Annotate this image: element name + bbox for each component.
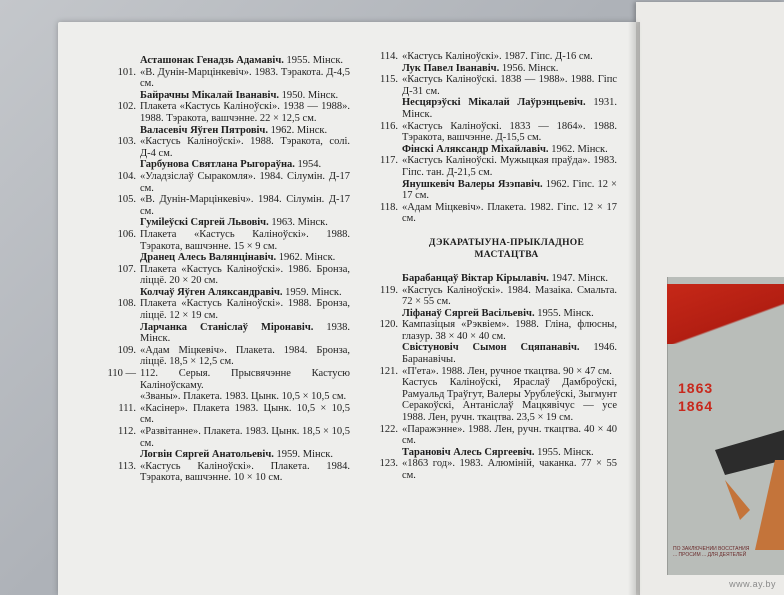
artist-name: Асташонак Генадзь Адамавіч. bbox=[140, 55, 284, 66]
catalog-entries-sculpture bbox=[362, 51, 617, 225]
catalog-entry bbox=[100, 403, 350, 426]
catalog-entry bbox=[362, 319, 617, 342]
artist-name: Свістуновіч Сымон Сцяпанавіч. bbox=[402, 342, 580, 354]
entry-detail: 1955. Мінск. bbox=[283, 55, 344, 66]
entry-detail: «Кастусь Каліноўскі». 1984. Мазаіка. Смальта. 72 × 55 см. bbox=[402, 284, 617, 308]
entry-number: 111. bbox=[118, 402, 136, 414]
entry-number: 119. bbox=[380, 284, 398, 296]
entry-detail: «Паражэнне». 1988. Лен, ручн. ткацтва. 40 × 40 см. bbox=[402, 423, 617, 447]
catalog-artist-line bbox=[362, 273, 617, 285]
entry-detail: 1959. Мінск. bbox=[273, 449, 334, 461]
entry-number: 108. bbox=[117, 298, 136, 310]
entry-detail: Плакета «Кастусь Каліноўскі». 1938 — 1988». 1988. Тэракота, вашчэнне. 22 × 12,5 см. bbox=[140, 101, 350, 124]
catalog-entry bbox=[100, 264, 350, 287]
artist-name: Барабанцаў Віктар Кірылавіч. bbox=[402, 272, 549, 284]
artwork-shapes bbox=[715, 420, 784, 550]
entry-detail: 112. Серыя. Прысвячэнне Кастусю Каліноўскаму. bbox=[140, 368, 350, 391]
artist-name: Тарановіч Алесь Сяргеевіч. bbox=[402, 446, 535, 458]
catalog-entry bbox=[362, 366, 617, 378]
entry-detail: 1950. Мінск. bbox=[279, 89, 339, 101]
artist-name: Несцярэўскі Мікалай Лаўрэнцьевіч. bbox=[402, 97, 586, 109]
artist-name: Колчаў Яўген Аляксандравіч. bbox=[140, 286, 283, 298]
entry-text bbox=[402, 458, 617, 481]
entry-text bbox=[140, 67, 350, 90]
entry-detail: «Кастусь Каліноўскі. 1838 — 1988». 1988. Гіпс Д-31 см. bbox=[402, 74, 617, 97]
entry-number: 118. bbox=[380, 201, 398, 213]
entry-number: 123. bbox=[379, 458, 398, 470]
catalog-entry bbox=[100, 345, 350, 368]
entry-detail: «1863 год». 1983. Алюміній, чаканка. 77 × 55 см. bbox=[402, 458, 617, 481]
watermark: www.ay.by bbox=[729, 579, 776, 589]
artist-name: Валасевіч Яўген Пятровіч. bbox=[140, 124, 268, 136]
entry-detail: «П'ета». 1988. Лен, ручное ткацтва. 90 × 47 см. bbox=[402, 365, 612, 377]
artist-name: Логвін Сяргей Анатольевіч. bbox=[140, 449, 274, 461]
catalog-artist-line bbox=[362, 308, 617, 320]
entry-detail: 1959. Мінск. bbox=[282, 286, 342, 298]
catalog-artist-line bbox=[100, 159, 350, 171]
artwork-year-1864: 1864 bbox=[678, 398, 714, 414]
catalog-entry bbox=[100, 194, 350, 217]
artist-name: Ліфанаў Сяргей Васільевіч. bbox=[402, 307, 535, 319]
entry-text bbox=[140, 171, 350, 194]
entry-text bbox=[140, 101, 350, 124]
entry-number: 120. bbox=[379, 319, 398, 331]
catalog-artist-line bbox=[362, 97, 617, 120]
catalog-entry bbox=[100, 229, 350, 252]
entry-number: 103. bbox=[117, 136, 136, 148]
entry-text bbox=[140, 229, 350, 252]
entry-detail: 1931. Мінск. bbox=[402, 97, 618, 120]
catalog-entry bbox=[362, 424, 617, 447]
entry-text bbox=[140, 194, 350, 217]
entry-detail: 1954. bbox=[294, 159, 322, 171]
entry-number: 115. bbox=[380, 74, 398, 86]
entry-number: 114. bbox=[380, 51, 398, 62]
catalog-entry bbox=[100, 461, 350, 484]
entry-detail: 1955. Мінск. bbox=[534, 307, 594, 319]
entry-detail: «Кастусь Каліноўскі. Мужыцкая праўда». 1983. Гіпс. тан. Д-21,5 см. bbox=[402, 155, 617, 178]
entry-detail: 1962. Мінск. bbox=[548, 143, 608, 155]
entry-text bbox=[140, 461, 350, 484]
catalog-artist-line bbox=[362, 144, 617, 156]
catalog-entry bbox=[362, 74, 617, 97]
catalog-entry bbox=[362, 155, 617, 178]
catalog-entry bbox=[362, 202, 617, 225]
catalog-artist-line bbox=[362, 179, 617, 202]
catalog-entry bbox=[362, 458, 617, 481]
artist-name: Фінскі Аляксандр Міхайлавіч. bbox=[402, 143, 549, 155]
artist-name: Байрачны Мікалай Іванавіч. bbox=[140, 89, 280, 101]
page-gutter bbox=[628, 22, 640, 595]
entry-text bbox=[402, 155, 617, 178]
entry-detail: 1962. Гіпс. 12 × 17 см. bbox=[402, 178, 617, 202]
catalog-entry bbox=[362, 285, 617, 308]
catalog-entry bbox=[100, 67, 350, 90]
catalog-entry bbox=[362, 51, 617, 63]
catalog-artist-line bbox=[100, 90, 350, 102]
catalog-entries-applied-art bbox=[362, 273, 617, 482]
entry-text bbox=[140, 426, 350, 449]
catalog-artist-line bbox=[100, 449, 350, 461]
entry-number: 106. bbox=[117, 228, 136, 240]
catalog-entry bbox=[100, 426, 350, 449]
entry-detail: «В. Дунін-Марцінкевіч». 1983. Тэракота. Д-4,5 см. bbox=[140, 66, 350, 90]
entry-detail: «Касінер». Плакета 1983. Цынк. 10,5 × 10,5 см. bbox=[140, 402, 350, 426]
artist-name: Янушкевіч Валеры Язэпавіч. bbox=[402, 178, 543, 190]
entry-text bbox=[140, 264, 350, 287]
entry-detail: 1946. Баранавічы. bbox=[402, 342, 617, 366]
entry-detail: 1947. Мінск. bbox=[548, 272, 608, 284]
entry-text bbox=[402, 285, 617, 308]
catalog-entry bbox=[100, 368, 350, 391]
entry-number: 113. bbox=[118, 460, 136, 472]
catalog-entry bbox=[100, 298, 350, 321]
entry-text bbox=[140, 298, 350, 321]
entry-detail: Кампазіцыя «Рэквіем». 1988. Гліна, флюсны, глазур. 38 × 40 × 40 см. bbox=[402, 319, 617, 342]
entry-detail: «Адам Міцкевіч». Плакета. 1982. Гіпс. 12 × 17 см. bbox=[402, 201, 617, 225]
entry-number: 110 — bbox=[107, 368, 136, 380]
entry-detail: «Адам Міцкевіч». Плакета. 1984. Бронза, ліццё. 18,5 × 12,5 см. bbox=[140, 344, 350, 368]
entry-detail: Плакета «Кастусь Каліноўскі». 1986. Бронза, ліццё. 20 × 20 см. bbox=[140, 263, 350, 287]
artist-name: Ларчанка Станіслаў Міронавіч. bbox=[140, 321, 314, 333]
entry-detail: 1963. Мінск. bbox=[268, 217, 328, 229]
entry-detail: «Развітанне». Плакета. 1983. Цынк. 18,5 × 10,5 см. bbox=[140, 426, 350, 449]
catalog-artist-line bbox=[362, 63, 617, 75]
catalog-entry bbox=[362, 121, 617, 144]
entry-text bbox=[402, 366, 617, 378]
catalog-artist-line bbox=[362, 377, 617, 423]
catalog-column-left bbox=[100, 55, 350, 484]
catalog-artist-line bbox=[100, 287, 350, 299]
entry-text bbox=[140, 403, 350, 426]
entry-detail: 1962. Мінск. bbox=[276, 252, 336, 264]
entry-text bbox=[402, 121, 617, 144]
section-heading-line-2: МАСТАЦТВА bbox=[474, 249, 539, 260]
entry-detail: «Кастусь Каліноўскі». 1987. Гіпс. Д-16 см. bbox=[402, 51, 593, 62]
entry-detail: «Кастусь Каліноўскі». Плакета. 1984. Тэракота, вашчэнне. 10 × 10 см. bbox=[140, 460, 350, 484]
artwork-caption: ПО ЗАКЛЮЧЕНИИ ВОССТАНИЯ ... ПРОСИМ ... ДЛЯ ДЕЯТЕЛЕЙ bbox=[673, 546, 750, 558]
entry-text bbox=[402, 74, 617, 97]
artist-name: Гуміleўскі Сяргей Львовіч. bbox=[140, 217, 269, 229]
entry-text bbox=[140, 136, 350, 159]
artist-name: Дранец Алесь Валянцінавіч. bbox=[140, 252, 277, 264]
entry-detail: «Кастусь Каліноўскі. 1833 — 1864». 1988. Тэракота, вашчэнне. Д-15,5 см. bbox=[402, 120, 617, 144]
entry-text bbox=[402, 51, 617, 63]
entry-detail: «В. Дунін-Марцінкевіч». 1984. Сілумін. Д-17 см. bbox=[140, 194, 350, 217]
catalog-entry bbox=[100, 101, 350, 124]
entry-detail: 1955. Мінск. bbox=[534, 446, 594, 458]
entry-number: 102. bbox=[117, 101, 136, 113]
entry-detail: 1938. Мінск. bbox=[140, 321, 350, 345]
entry-number: 105. bbox=[117, 194, 136, 206]
section-heading-line-1: ДЭКАРАТЫУНА-ПРЫКЛАДНОЕ bbox=[428, 237, 585, 248]
entry-text bbox=[140, 368, 350, 391]
entry-detail: 1956. Мінск. bbox=[499, 62, 559, 74]
entry-detail: Плакета «Кастусь Каліноўскі». 1988. Бронза, ліццё. 12 × 19 см. bbox=[140, 298, 350, 322]
entry-detail: 1962. Мінск. bbox=[267, 124, 328, 136]
entry-number: 116. bbox=[380, 120, 398, 132]
entry-text bbox=[402, 319, 617, 342]
artwork-year-1863: 1863 bbox=[678, 380, 714, 396]
artwork-red-wedge bbox=[667, 284, 784, 344]
catalog-artist-line bbox=[362, 342, 617, 365]
entry-detail: «Кастусь Каліноўскі». 1988. Тэракота, солі. Д-4 см. bbox=[140, 136, 350, 159]
entry-detail: Плакета «Кастусь Каліноўскі». 1988. Тэракота, вашчэнне. 15 × 9 см. bbox=[140, 228, 350, 252]
catalog-artist-line bbox=[362, 447, 617, 459]
entry-number: 107. bbox=[117, 263, 136, 275]
entry-detail: Кастусь Каліноўскі, Яраслаў Дамброўскі, Рамуальд Траўгут, Валеры Урублеўскі, Зыгмунт Серакоўскі, Антаніслаў Мацкявічус — усе 1988. Лен, ручн. ткацтва. 23,5 × 19 см. bbox=[402, 377, 617, 424]
entry-detail: «Уладзіслаў Сыракомля». 1984. Сілумін. Д-17 см. bbox=[140, 170, 350, 194]
entry-number: 109. bbox=[117, 344, 136, 356]
catalog-column-right bbox=[362, 51, 617, 482]
entry-number: 112. bbox=[118, 426, 136, 437]
entry-number: 101. bbox=[117, 66, 136, 78]
entry-text bbox=[140, 345, 350, 368]
catalog-artist-line bbox=[100, 217, 350, 229]
artist-name: Гарбунова Святлана Рыгораўна. bbox=[140, 159, 295, 171]
catalog-artist-line bbox=[100, 391, 350, 403]
entry-number: 117. bbox=[380, 155, 398, 167]
entry-text bbox=[402, 202, 617, 225]
catalog-entry bbox=[100, 171, 350, 194]
catalog-artist-line bbox=[100, 125, 350, 137]
artist-name: Лук Павел Іванавіч. bbox=[402, 62, 500, 74]
entry-text bbox=[402, 424, 617, 447]
entry-number: 122. bbox=[379, 423, 398, 435]
entry-number: 121. bbox=[379, 365, 398, 377]
section-heading bbox=[396, 237, 617, 261]
catalog-artist-line bbox=[100, 252, 350, 264]
entry-detail: «Званы». Плакета. 1983. Цынк. 10,5 × 10,5 см. bbox=[140, 391, 347, 403]
entry-number: 104. bbox=[117, 170, 136, 182]
catalog-artist-line bbox=[100, 55, 350, 67]
catalog-artist-line bbox=[100, 322, 350, 345]
catalog-entry bbox=[100, 136, 350, 159]
